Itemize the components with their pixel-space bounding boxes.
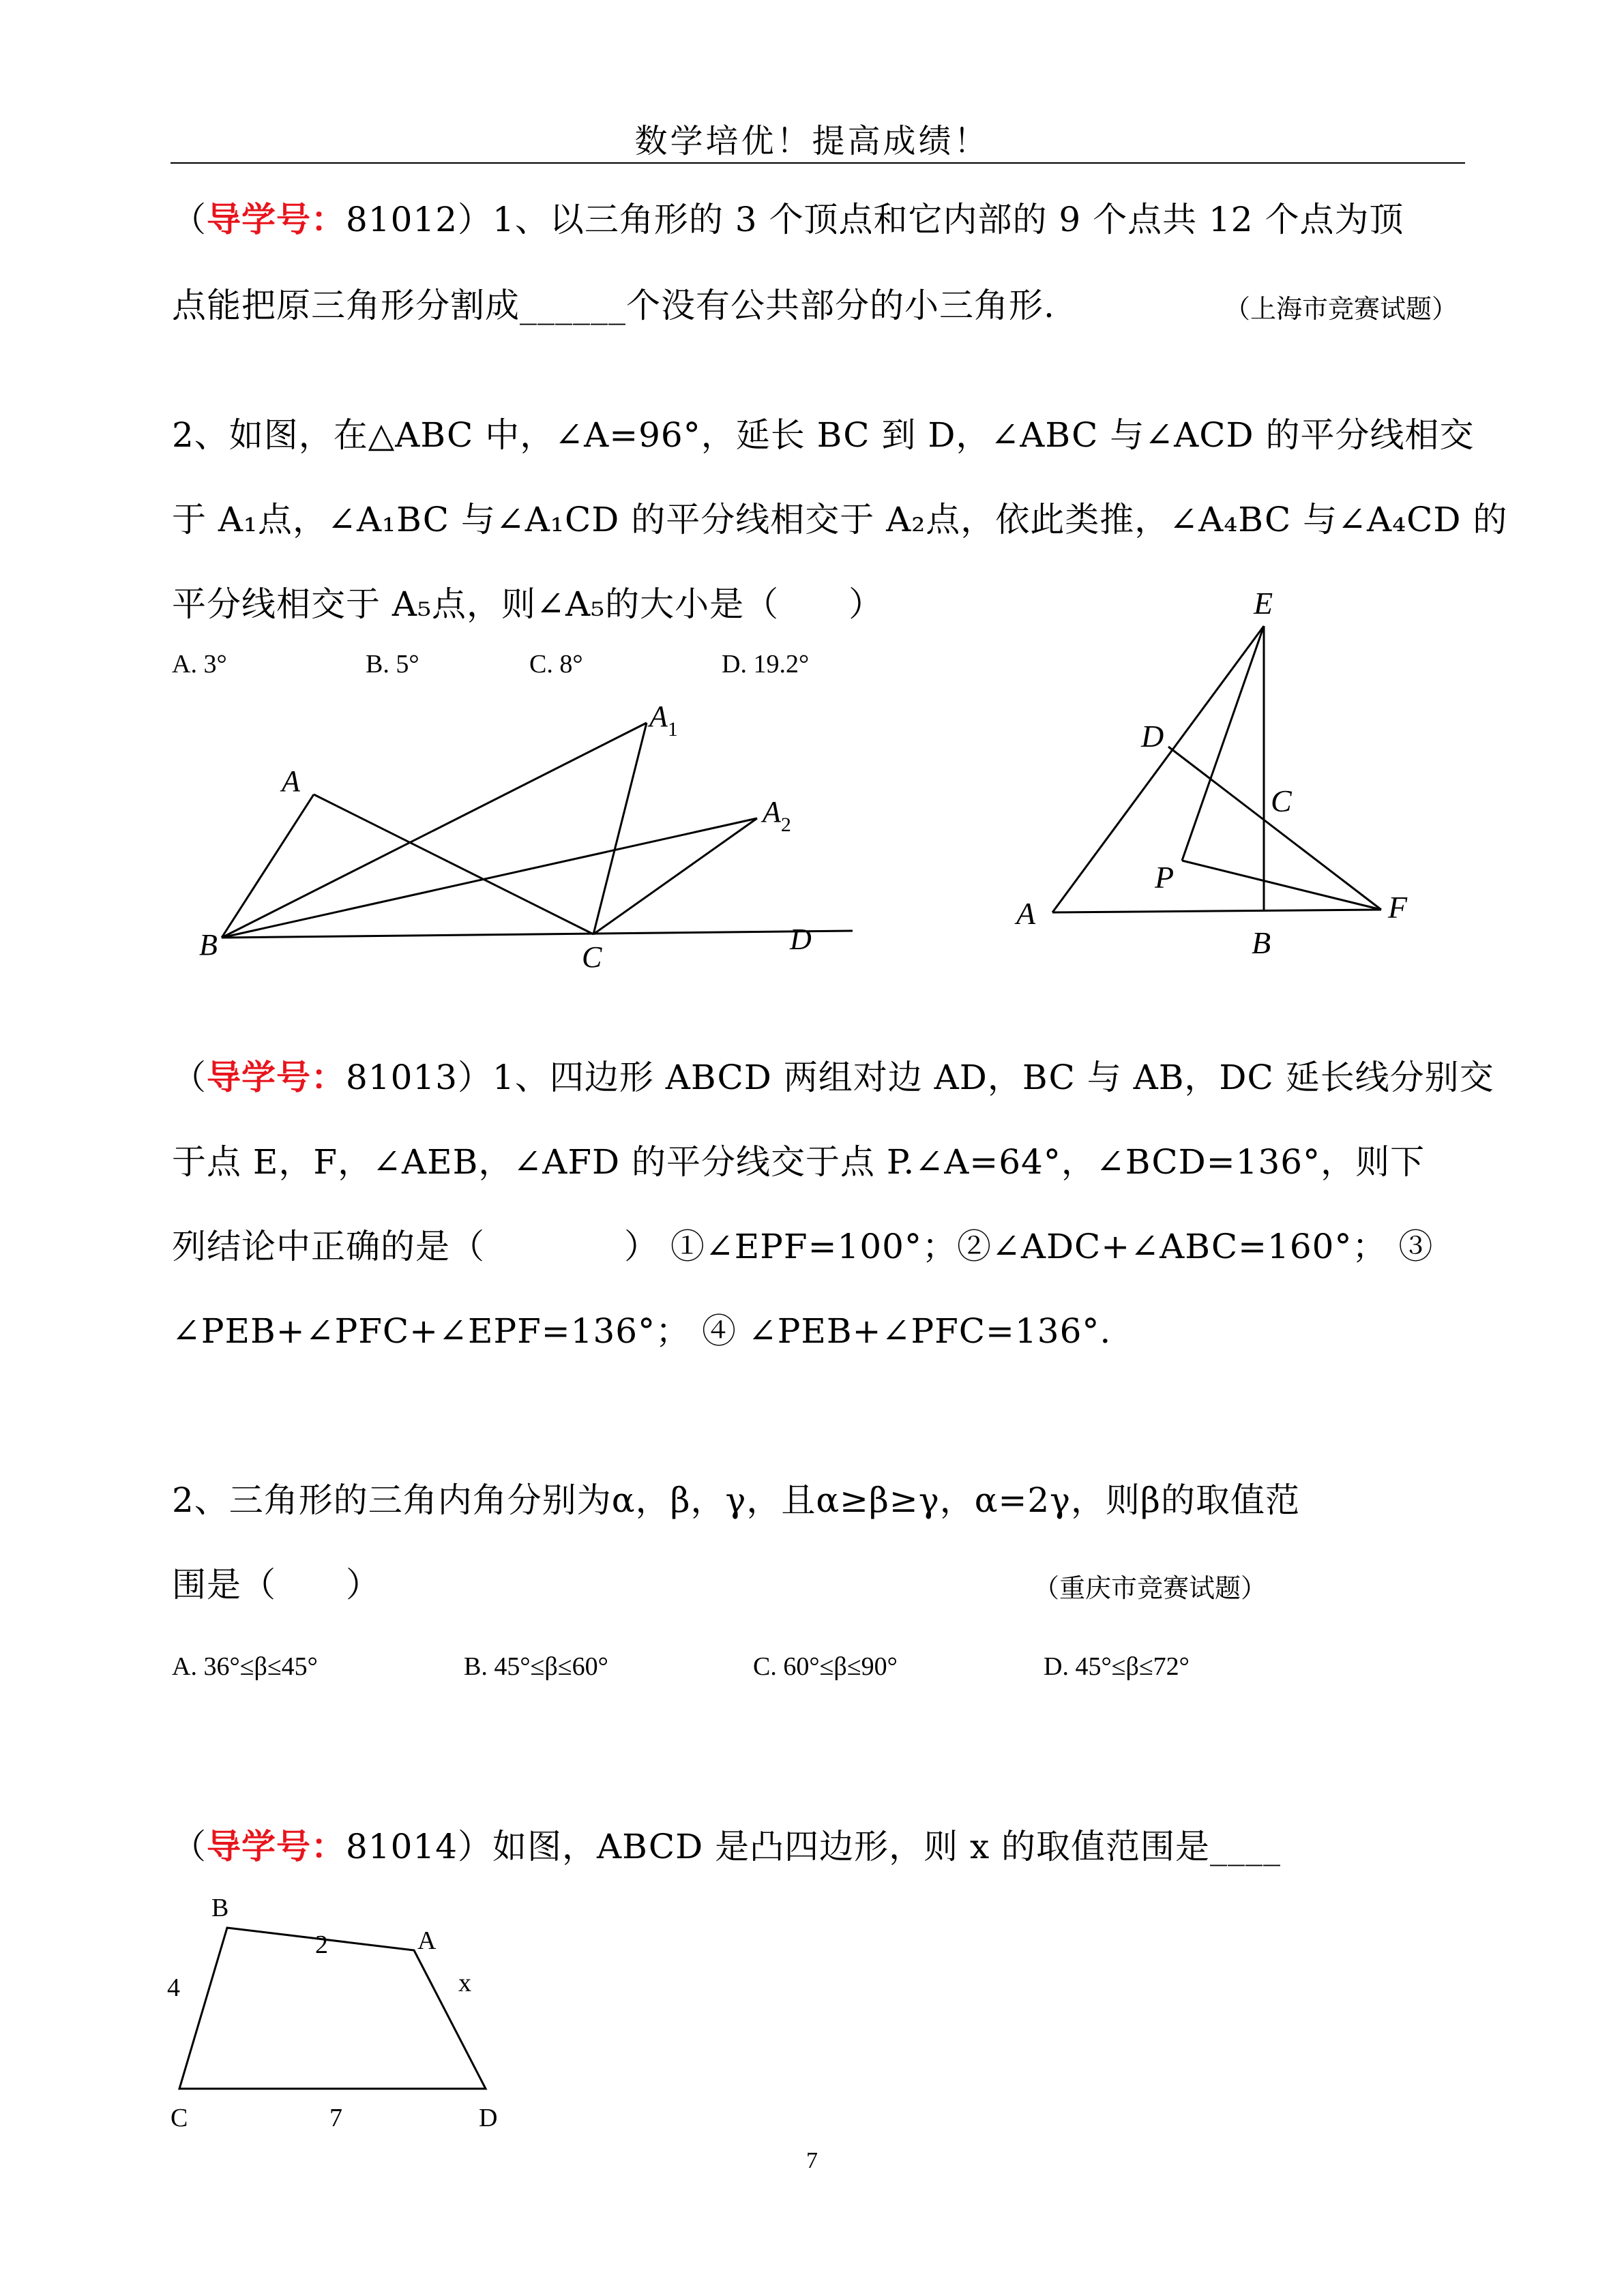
q81013-2-source: （重庆市竞赛试题）: [1033, 1573, 1267, 1603]
q2-line3: 平分线相交于 A₅点，则∠A₅的大小是（ ）: [172, 584, 884, 624]
label-a: A: [417, 1926, 437, 1955]
line-pf: [1182, 861, 1381, 910]
label-side-ad: x: [458, 1969, 471, 1997]
label-a2: $A_2$: [763, 795, 791, 836]
q81013-line1: [172, 1050, 1494, 1099]
label-f: F: [1388, 890, 1408, 925]
label-e: E: [1254, 586, 1273, 621]
q81013-2-option-c: C. 60°≤β≤90°: [753, 1652, 898, 1681]
q81013-2-line2: 围是（ ）: [172, 1565, 381, 1605]
line-df: [1168, 747, 1381, 910]
label-side-bc: 4: [167, 1973, 180, 2002]
line-ba: [222, 794, 314, 938]
q81012-paren: （: [172, 200, 207, 239]
label-c: C: [1271, 784, 1292, 818]
q81012-line1: [172, 192, 1404, 241]
label-a: A: [282, 764, 300, 798]
figure-triangle-bisectors: [171, 696, 853, 982]
q81013-line4: ∠PEB+∠PFC+∠EPF=136°； ④ ∠PEB+∠PFC=136°.: [172, 1311, 1112, 1351]
q81013-line3: 列结论中正确的是（ ） ①∠EPF=100°；②∠ADC+∠ABC=160°； ③: [172, 1227, 1434, 1266]
q81013-paren: （: [172, 1058, 207, 1097]
page-number: 7: [806, 2148, 818, 2173]
line-ba1: [222, 723, 647, 938]
header-rule: [171, 162, 1465, 164]
q81012-line2: 点能把原三角形分割成______个没有公共部分的小三角形.: [172, 286, 1055, 325]
label-side-cd: 7: [329, 2104, 342, 2132]
label-d: D: [790, 923, 812, 956]
label-a1: $A_1$: [649, 700, 678, 741]
page-header: 数学培优！提高成绩！: [634, 122, 990, 160]
label-d: D: [1141, 719, 1164, 754]
q2-option-b: B. 5°: [366, 650, 419, 679]
q81012-tag: 导学号：: [207, 200, 346, 239]
q2-option-a: A. 3°: [172, 650, 227, 679]
line-ba2: [222, 818, 757, 938]
line-bd: [222, 931, 853, 938]
q81014-line1: [172, 1819, 1281, 1868]
label-b: B: [1252, 925, 1271, 960]
q81013-2-line1: 2、三角形的三角内角分别为α，β，γ，且α≥β≥γ，α=2γ，则β的取值范: [172, 1480, 1300, 1520]
q81014-text1: 81014）如图，ABCD 是凸四边形，则 x 的取值范围是____: [346, 1827, 1282, 1866]
q81013-text1: 81013）1、四边形 ABCD 两组对边 AD，BC 与 AB，DC 延长线分别交: [346, 1058, 1494, 1097]
q81013-line2: 于点 E，F，∠AEB，∠AFD 的平分线交于点 P.∠A=64°，∠BCD=136°，则下: [172, 1142, 1426, 1182]
figure-quadrilateral-ef: [996, 580, 1460, 961]
q2-option-d: D. 19.2°: [722, 650, 810, 679]
label-b: B: [211, 1894, 229, 1922]
quadrilateral-abcd: [179, 1928, 486, 2089]
figure-convex-quadrilateral: [164, 1889, 518, 2141]
line-ep: [1182, 626, 1264, 861]
q2-line2: 于 A₁点，∠A₁BC 与∠A₁CD 的平分线相交于 A₂点，依此类推，∠A₄BC 与∠A₄CD 的: [172, 500, 1508, 539]
figure-triangle-lines: [222, 723, 853, 938]
q81013-tag: 导学号：: [207, 1058, 346, 1097]
label-side-ba: 2: [315, 1930, 328, 1959]
q81013-2-option-d: D. 45°≤β≤72°: [1044, 1652, 1190, 1681]
label-b: B: [199, 928, 218, 961]
line-af: [1052, 910, 1381, 912]
q81012-source: （上海市竞赛试题）: [1224, 294, 1458, 324]
q81014-tag: 导学号：: [207, 1827, 346, 1866]
label-c: C: [582, 940, 602, 974]
q81014-paren: （: [172, 1827, 207, 1866]
label-a: A: [1016, 896, 1036, 931]
label-p: P: [1155, 860, 1175, 895]
label-c: C: [171, 2104, 188, 2132]
q81013-2-option-b: B. 45°≤β≤60°: [464, 1652, 608, 1681]
q2-line1: 2、如图，在△ABC 中，∠A=96°，延长 BC 到 D，∠ABC 与∠ACD 的平分线相交: [172, 415, 1475, 455]
q2-option-c: C. 8°: [529, 650, 583, 679]
figure-quadrilateral-lines: [1052, 626, 1381, 912]
q81013-2-option-a: A. 36°≤β≤45°: [172, 1652, 318, 1681]
q81012-text1: 81012）1、以三角形的 3 个顶点和它内部的 9 个点共 12 个点为顶: [346, 200, 1404, 239]
label-d: D: [479, 2104, 498, 2132]
